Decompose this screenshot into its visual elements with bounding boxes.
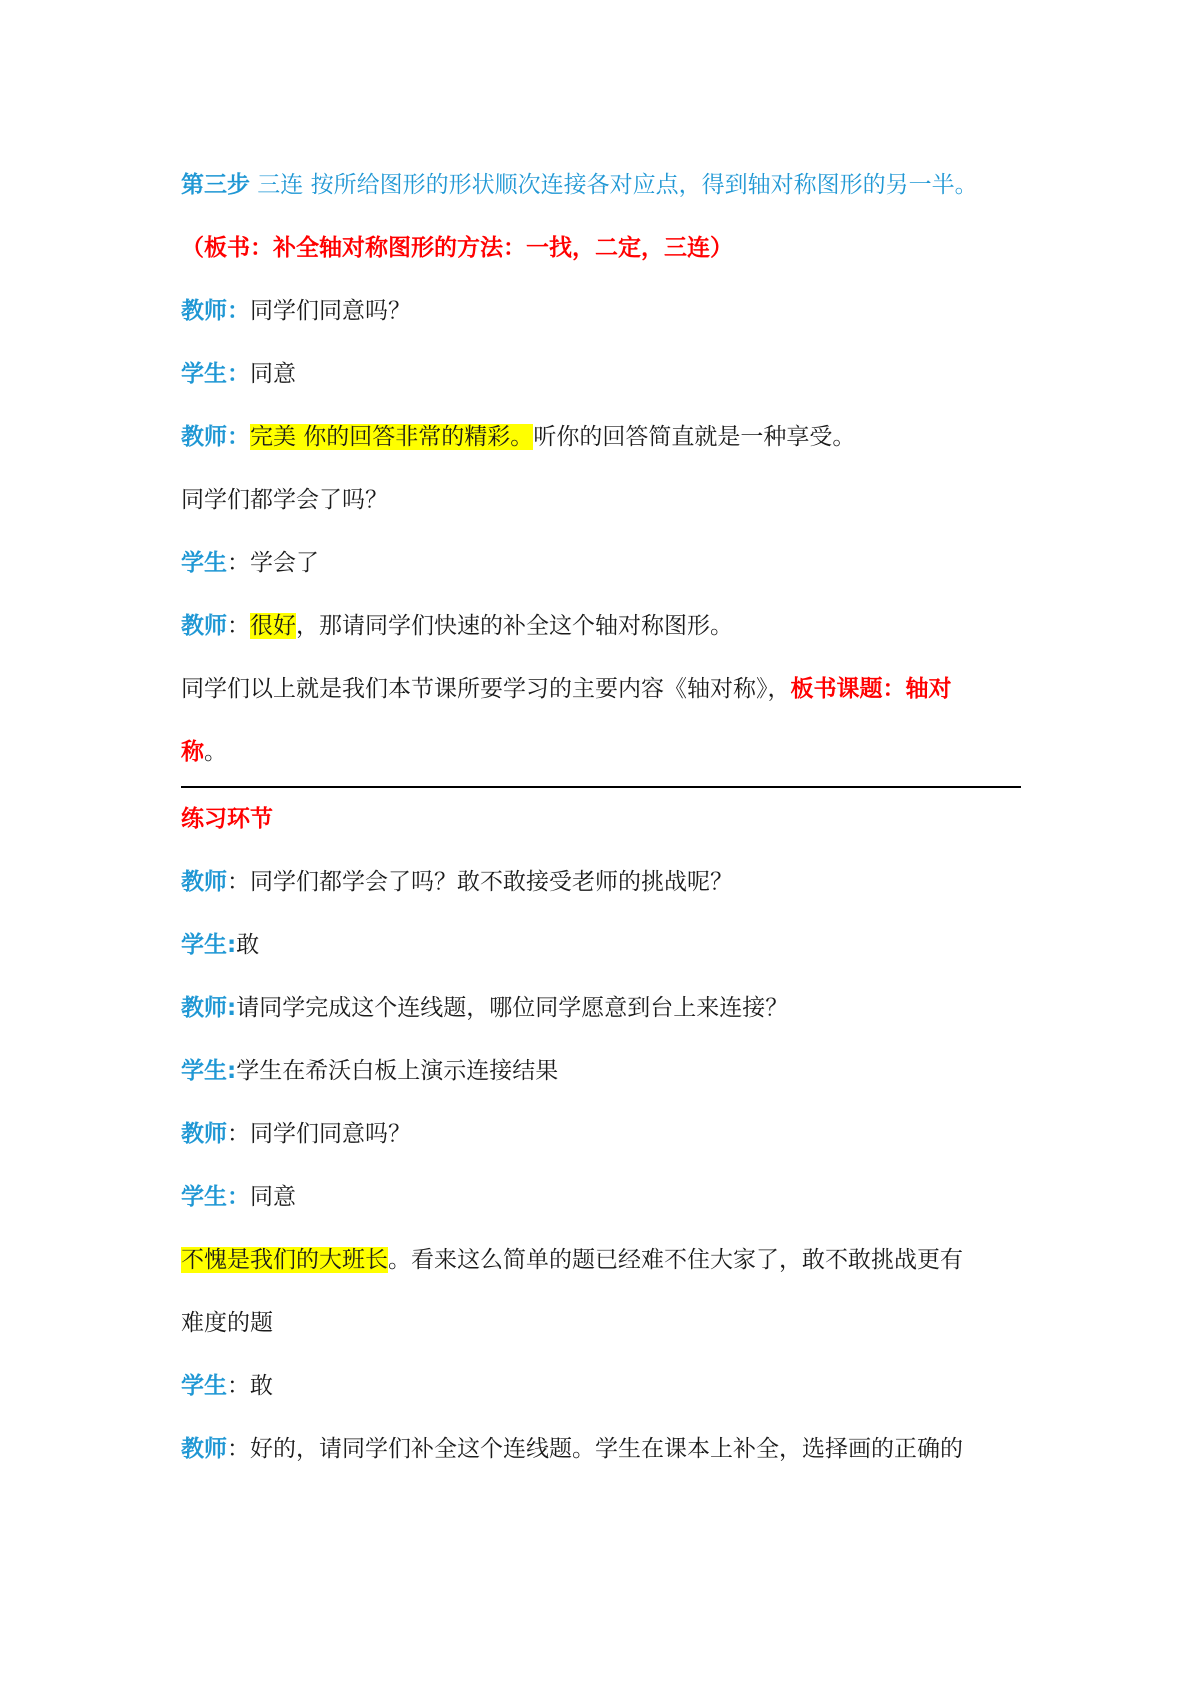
dialog-line [181, 1118, 1021, 1150]
colon: ： [227, 550, 250, 576]
dialog-line [181, 992, 1021, 1024]
colon: : [227, 1058, 237, 1084]
step3-line [181, 169, 1021, 201]
dialog-line [181, 929, 1021, 961]
period: 。 [204, 739, 227, 765]
colon: : [227, 932, 237, 958]
dialog-text: 同学们同意吗？ [250, 1121, 411, 1147]
board-title: 板书课题：轴对 [790, 676, 952, 702]
colon: ： [227, 613, 250, 639]
dialog-text: 同意 [250, 1184, 296, 1210]
dialog-line [181, 547, 1021, 579]
board-title-cont: 称 [181, 739, 204, 765]
dialog-text: 敢 [250, 1373, 273, 1399]
dialog-line [181, 1370, 1021, 1402]
dialog-text: 同学们都学会了吗？ [181, 487, 388, 513]
colon: ： [227, 1373, 250, 1399]
dialog-text: 学生在希沃白板上演示连接结果 [236, 1058, 559, 1084]
dialog-line [181, 1433, 1021, 1465]
dialog-text: 好的，请同学们补全这个连线题。学生在课本上补全，选择画的正确的 [250, 1436, 963, 1462]
dialog-line [181, 1055, 1021, 1087]
dialog-text: 同学们都学会了吗？敢不敢接受老师的挑战呢？ [250, 869, 733, 895]
dialog-text: 听你的回答简直就是一种享受。 [533, 424, 856, 450]
student-label: 学生 [181, 1058, 227, 1084]
section-title: 练习环节 [181, 806, 273, 832]
colon: : [227, 995, 237, 1021]
dialog-text: 敢 [236, 932, 260, 958]
student-label: 学生 [181, 932, 227, 958]
student-label: 学生： [181, 1184, 250, 1210]
board-note: （板书：补全轴对称图形的方法：一找，二定，三连） [181, 235, 733, 261]
dialog-text: 请同学完成这个连线题，哪位同学愿意到台上来连接？ [236, 995, 789, 1021]
dialog-line [181, 421, 1021, 453]
dialog-text: 同意 [250, 361, 296, 387]
teacher-label: 教师 [181, 613, 227, 639]
dialog-text: 同学们以上就是我们本节课所要学习的主要内容《轴对称》， [181, 676, 791, 702]
section-title-line [181, 803, 1021, 835]
highlighted-text: 很好 [250, 613, 296, 639]
teacher-label: 教师 [181, 1436, 227, 1462]
student-label: 学生 [181, 550, 227, 576]
paragraph-line [181, 1307, 1021, 1339]
highlighted-text: 不愧是我们的大班长 [181, 1247, 388, 1273]
dialog-line [181, 295, 1021, 327]
colon: ： [227, 1436, 250, 1462]
dialog-line [181, 358, 1021, 390]
paragraph-line [181, 736, 1021, 768]
teacher-label: 教师： [181, 298, 250, 324]
step3-text: 三连 按所给图形的形状顺次连接各对应点，得到轴对称图形的另一半。 [250, 172, 978, 198]
teacher-label: 教师 [181, 1121, 227, 1147]
dialog-text: ，那请同学们快速的补全这个轴对称图形。 [296, 613, 733, 639]
step3-label: 第三步 [181, 172, 250, 198]
dialog-line [181, 866, 1021, 898]
dialog-text: 同学们同意吗？ [250, 298, 411, 324]
dialog-line [181, 1181, 1021, 1213]
paragraph-line [181, 673, 1021, 705]
paragraph-line [181, 484, 1021, 516]
dialog-text: 。看来这么简单的题已经难不住大家了，敢不敢挑战更有 [388, 1247, 963, 1273]
divider [181, 786, 1021, 788]
teacher-label: 教师 [181, 869, 227, 895]
colon: ： [227, 869, 250, 895]
board-note-line [181, 232, 1021, 264]
student-label: 学生： [181, 361, 250, 387]
dialog-text: 学会了 [250, 550, 319, 576]
teacher-label: 教师 [181, 995, 227, 1021]
student-label: 学生 [181, 1373, 227, 1399]
paragraph-line [181, 1244, 1021, 1276]
dialog-line [181, 610, 1021, 642]
colon: ： [227, 1121, 250, 1147]
dialog-text: 难度的题 [181, 1310, 273, 1336]
teacher-label: 教师： [181, 424, 250, 450]
highlighted-text: 完美 你的回答非常的精彩。 [250, 424, 534, 450]
